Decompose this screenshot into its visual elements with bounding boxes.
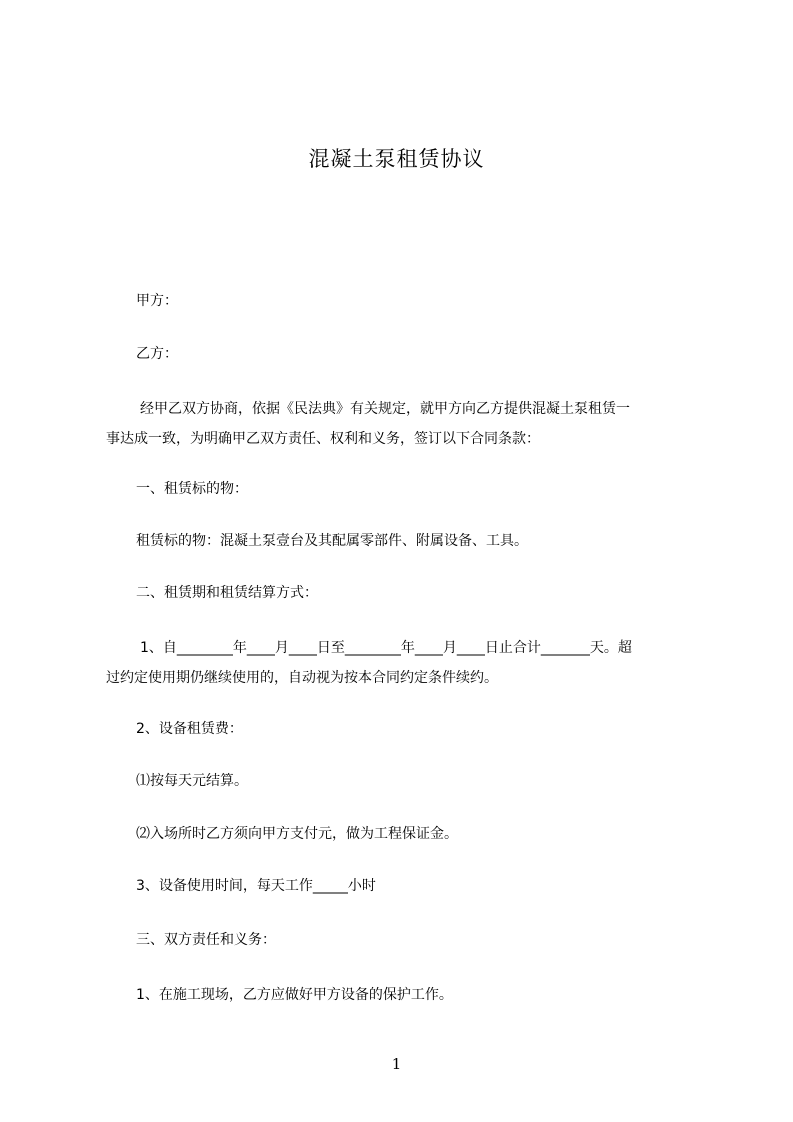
section-1-heading: 一、租赁标的物： — [136, 481, 248, 497]
clause-3-1: 1、在施工现场，乙方应做好甲方设备的保护工作。 — [136, 987, 453, 1003]
section-1-body: 租赁标的物：混凝土泵壹台及其配属零部件、附属设备、工具。 — [136, 533, 528, 549]
section-3-heading: 三、双方责任和义务： — [136, 932, 276, 948]
intro-paragraph — [106, 394, 706, 454]
party-b-label: 乙方： — [136, 346, 178, 362]
clause-2-3: 3、设备使用时间，每天工作_____小时 — [136, 878, 376, 894]
clause-2-1-line-1: 1、自________年____月____日至________年____月____日止合计_______天。超 — [140, 640, 632, 656]
clause-2-2-2: ⑵入场所时乙方须向甲方支付元，做为工程保证金。 — [136, 826, 458, 842]
section-2-heading: 二、租赁期和租赁结算方式： — [136, 585, 318, 601]
document-title: 混凝土泵租赁协议 — [308, 147, 485, 171]
page-number: 1 — [391, 1055, 402, 1073]
intro-line-2: 事达成一致，为明确甲乙双方责任、权利和义务，签订以下合同条款： — [106, 431, 540, 447]
party-a-label: 甲方： — [136, 293, 178, 309]
clause-2-2-1: ⑴按每天元结算。 — [136, 773, 248, 789]
clause-2-2: 2、设备租赁费： — [136, 721, 243, 737]
clause-2-1-line-2: 过约定使用期仍继续使用的，自动视为按本合同约定条件续约。 — [106, 670, 498, 686]
clause-2-1 — [106, 633, 706, 693]
intro-line-1: 经甲乙双方协商，依据《民法典》有关规定，就甲方向乙方提供混凝土泵租赁一 — [140, 401, 630, 417]
